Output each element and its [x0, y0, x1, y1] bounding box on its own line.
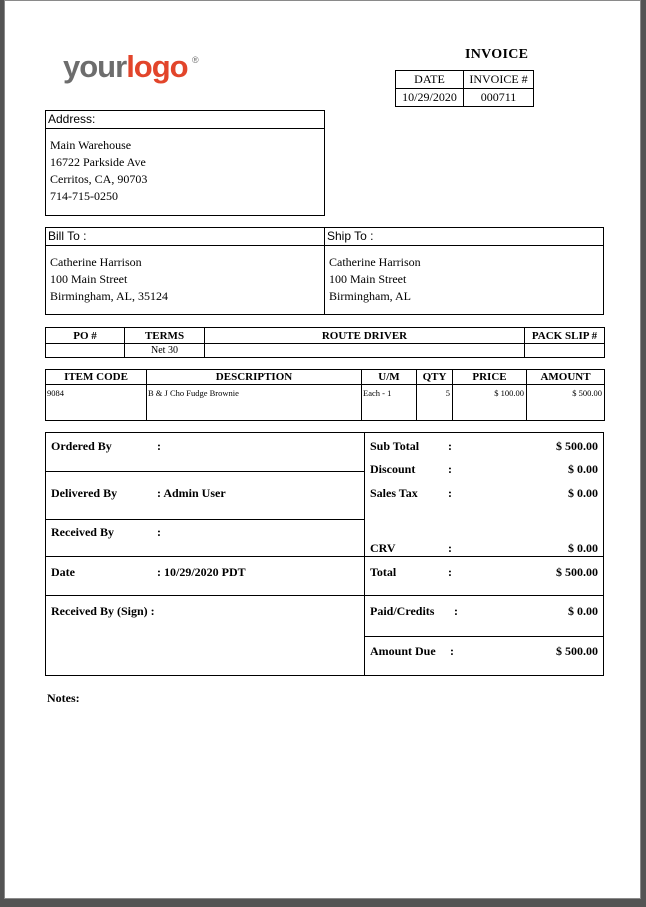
received-by-label: Received By [51, 525, 114, 539]
ordered-by-label: Ordered By [51, 439, 112, 453]
sub-total-label: Sub Total [370, 439, 420, 453]
invoice-page [4, 0, 641, 899]
table-row [46, 385, 605, 421]
route-driver-value [205, 344, 525, 358]
ship-to-line: 100 Main Street [329, 272, 407, 286]
crv-colon: : [448, 541, 452, 555]
item-code-cell: 9084 [46, 385, 147, 421]
amount-due-label: Amount Due [370, 644, 436, 658]
price-header: PRICE [453, 370, 527, 385]
item-code-header: ITEM CODE [46, 370, 147, 385]
crv-value: $ 0.00 [568, 541, 598, 555]
bill-to-line: 100 Main Street [50, 272, 128, 286]
po-number-header: PO # [46, 328, 125, 344]
crv-label: CRV [370, 541, 396, 555]
address-box [45, 110, 325, 216]
divider [46, 595, 603, 596]
terms-value: Net 30 [125, 344, 205, 358]
terms-header: TERMS [125, 328, 205, 344]
discount-value: $ 0.00 [568, 462, 598, 476]
company-logo: yourlogo ® [63, 49, 198, 84]
sales-tax-value: $ 0.00 [568, 486, 598, 500]
divider [364, 636, 603, 637]
line-items-table [45, 369, 605, 421]
paid-credits-label: Paid/Credits [370, 604, 435, 618]
invoice-date: 10/29/2020 [396, 89, 464, 107]
divider [46, 471, 364, 472]
bill-to-line: Birmingham, AL, 35124 [50, 289, 168, 303]
description-header: DESCRIPTION [147, 370, 362, 385]
address-line: Main Warehouse [50, 138, 132, 152]
received-sign-label: Received By (Sign) : [51, 604, 155, 618]
invoice-number-header: INVOICE # [464, 71, 534, 89]
summary-divider [364, 433, 365, 675]
total-colon: : [448, 565, 452, 579]
po-number-value [46, 344, 125, 358]
discount-colon: : [448, 462, 452, 476]
uom-cell: Each - 1 [362, 385, 417, 421]
route-driver-header: ROUTE DRIVER [205, 328, 525, 344]
bill-to-line: Catherine Harrison [50, 255, 142, 269]
sub-total-value: $ 500.00 [556, 439, 598, 453]
address-line: Cerritos, CA, 90703 [50, 172, 148, 186]
bill-to-section [46, 228, 324, 314]
bill-ship-box [45, 227, 604, 315]
qty-header: QTY [417, 370, 453, 385]
date-header: DATE [396, 71, 464, 89]
address-label: Address: [46, 111, 324, 129]
uom-header: U/M [362, 370, 417, 385]
pack-slip-header: PACK SLIP # [525, 328, 605, 344]
amount-cell: $ 500.00 [527, 385, 605, 421]
invoice-number: 000711 [464, 89, 534, 107]
address-line: 16722 Parkside Ave [50, 155, 146, 169]
description-cell: B & J Cho Fudge Brownie [147, 385, 362, 421]
divider [46, 556, 603, 557]
ordered-by-colon: : [157, 439, 161, 453]
sales-tax-label: Sales Tax [370, 486, 418, 500]
invoice-title: INVOICE [465, 47, 529, 62]
order-terms-table [45, 327, 605, 358]
delivered-by-label: Delivered By [51, 486, 118, 500]
total-value: $ 500.00 [556, 565, 598, 579]
amount-due-colon: : [450, 644, 454, 658]
delivered-by-value: : Admin User [157, 486, 226, 500]
discount-label: Discount [370, 462, 416, 476]
amount-header: AMOUNT [527, 370, 605, 385]
pack-slip-value [525, 344, 605, 358]
amount-due-value: $ 500.00 [556, 644, 598, 658]
date-label: Date [51, 565, 75, 579]
ship-to-section [324, 228, 603, 314]
summary-box [45, 432, 604, 676]
ship-to-line: Birmingham, AL [329, 289, 411, 303]
ship-to-line: Catherine Harrison [329, 255, 421, 269]
sales-tax-colon: : [448, 486, 452, 500]
paid-credits-colon: : [454, 604, 458, 618]
date-value: : 10/29/2020 PDT [157, 565, 246, 579]
bill-to-label: Bill To : [46, 228, 324, 246]
address-line: 714-715-0250 [50, 189, 118, 203]
invoice-header-table [395, 70, 534, 107]
ship-to-label: Ship To : [325, 228, 603, 246]
paid-credits-value: $ 0.00 [568, 604, 598, 618]
notes-label: Notes: [47, 691, 80, 705]
total-label: Total [370, 565, 397, 579]
divider [46, 519, 364, 520]
sub-total-colon: : [448, 439, 452, 453]
received-by-colon: : [157, 525, 161, 539]
price-cell: $ 100.00 [453, 385, 527, 421]
qty-cell: 5 [417, 385, 453, 421]
